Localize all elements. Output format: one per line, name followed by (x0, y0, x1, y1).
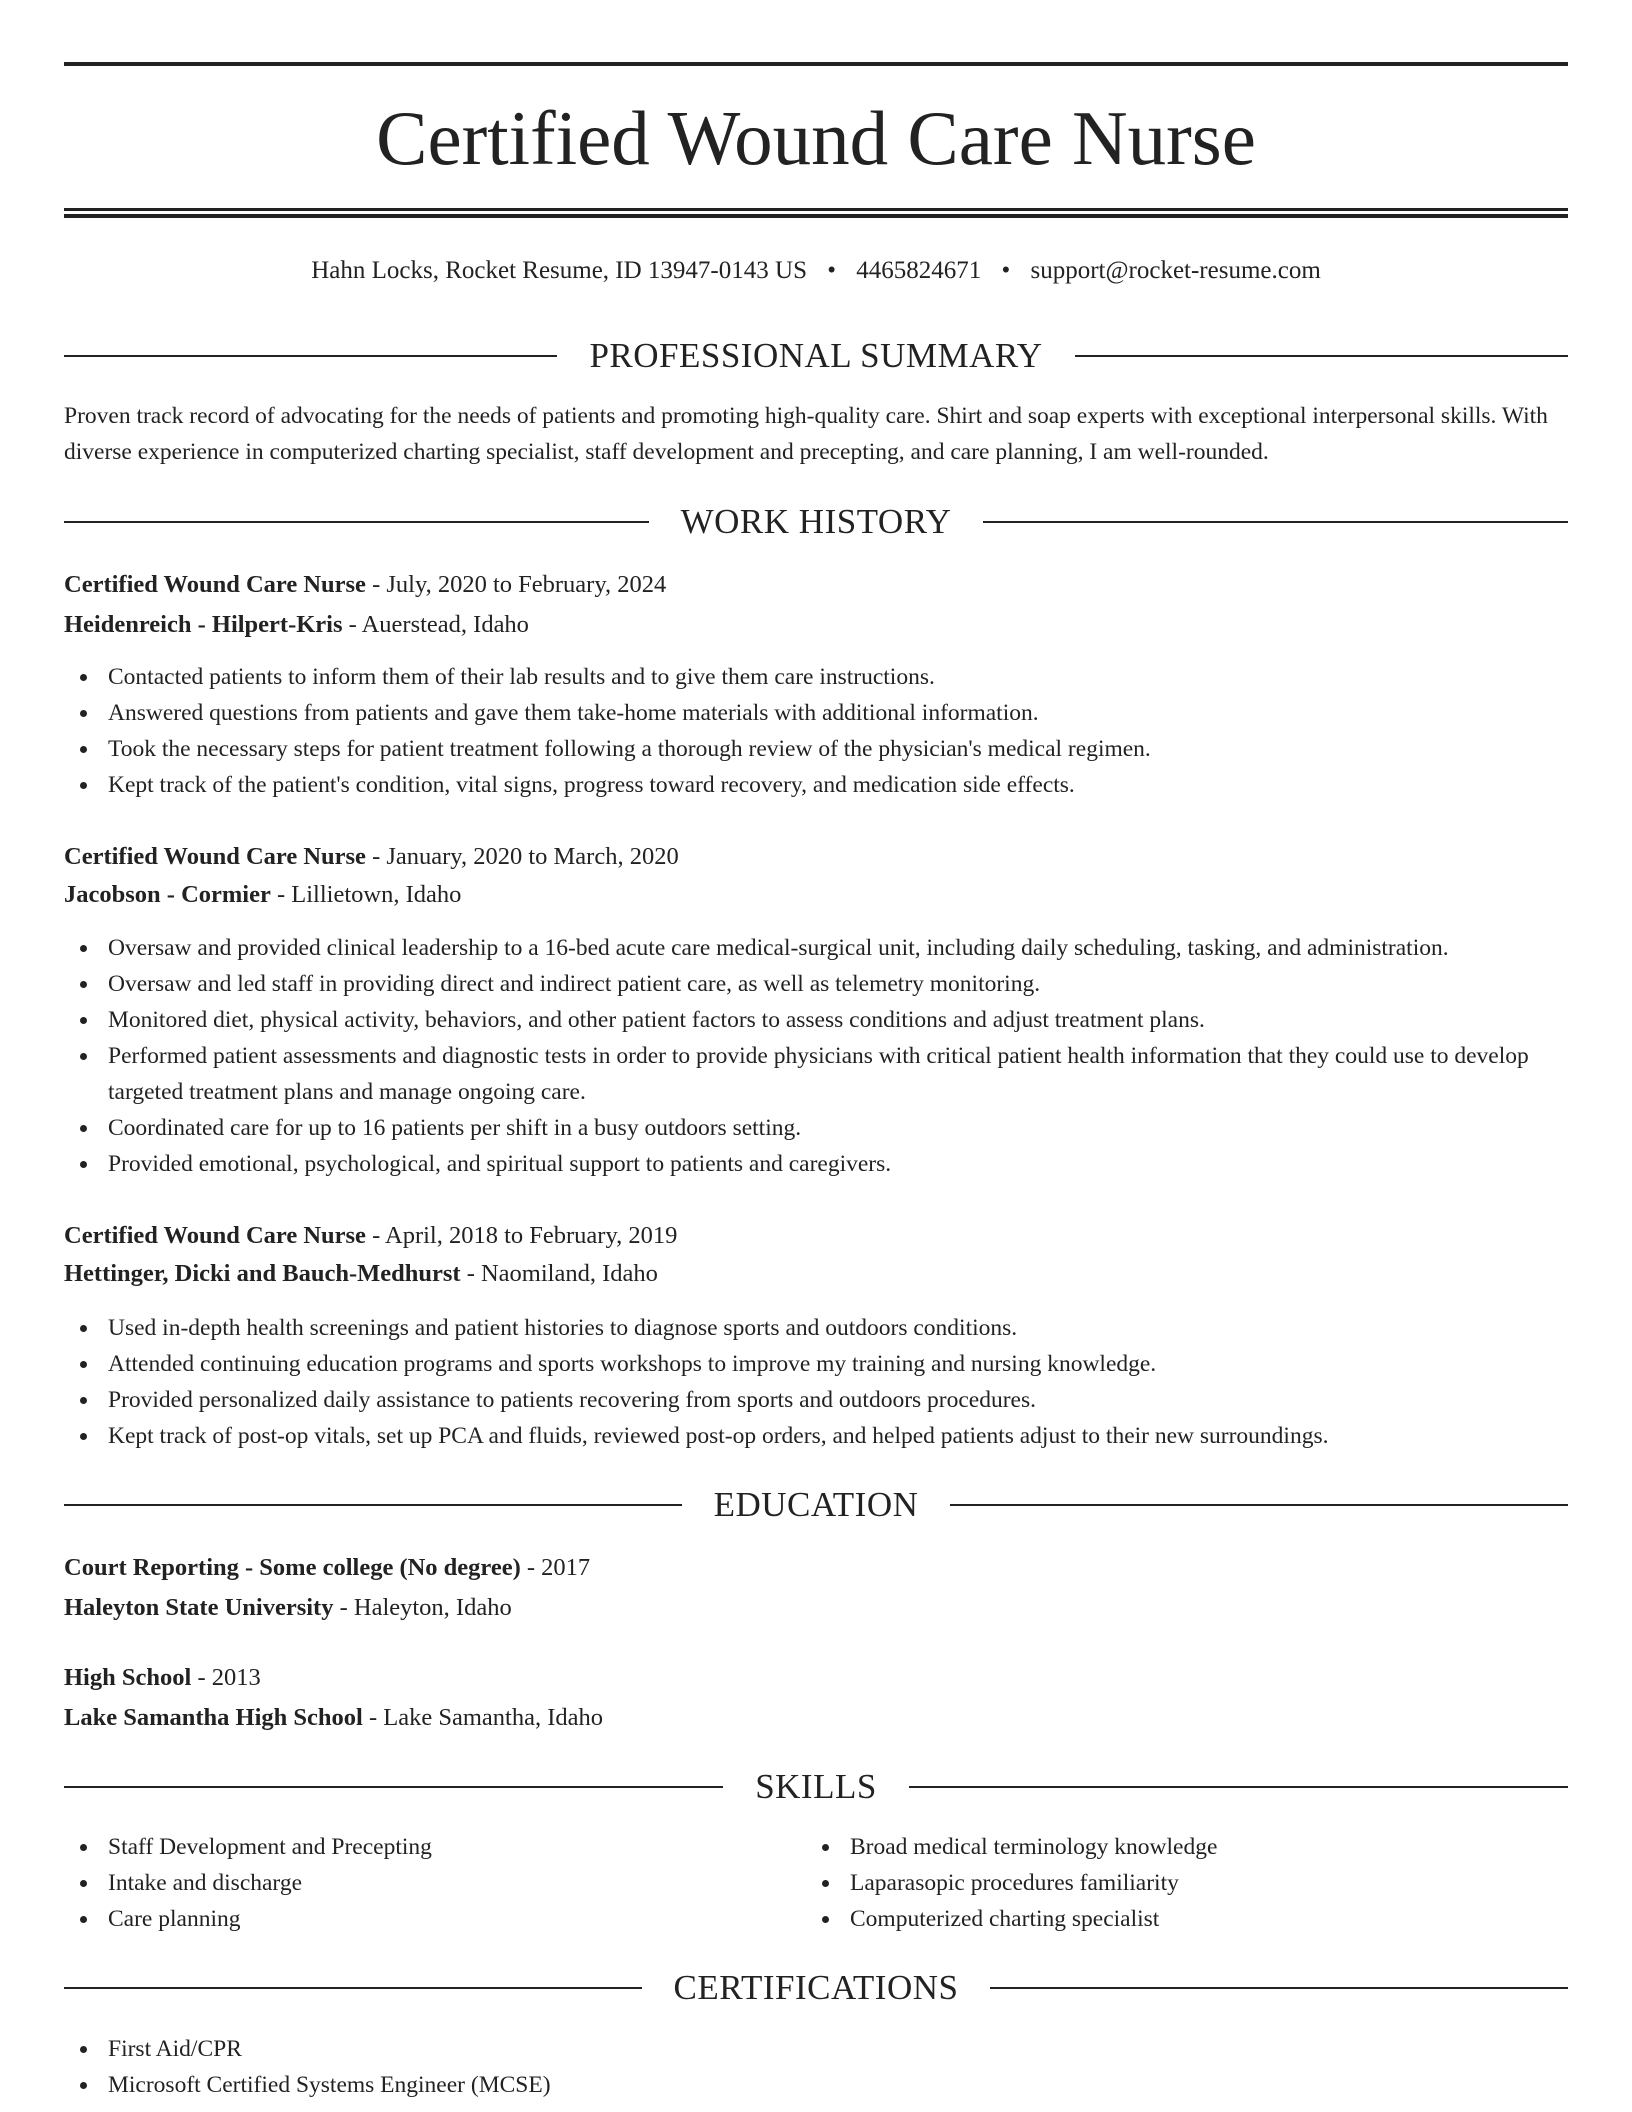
summary-text: Proven track record of advocating for the needs of patients and promoting high-quality care. Shirt and soap experts with exceptional interpersonal skills. With diverse experience in computerized charting specialist, staff development and precepting, and care planning, I am well-rounded. (64, 403, 1548, 465)
certification-item: Microsoft Certified Systems Engineer (MCSE) (64, 2067, 1568, 2103)
skill-item: Intake and discharge (64, 1865, 1568, 1901)
contact-separator: • (1001, 257, 1011, 284)
list-item: Oversaw and provided clinical leadership to a 16-bed acute care medical-surgical unit, including daily scheduling, tasking, and administration. (64, 930, 1568, 966)
education-degree: High School (64, 1664, 192, 1691)
education-school-line (64, 1590, 1568, 1626)
section-heading-work-history (64, 500, 1568, 544)
education-school-line (64, 1700, 1568, 1736)
list-item: Kept track of the patient's condition, vital signs, progress toward recovery, and medication side effects. (64, 767, 1568, 803)
education-location: - Haleyton, Idaho (333, 1594, 512, 1621)
job-employer-line (64, 607, 1568, 643)
skill-item: Broad medical terminology knowledge (806, 1829, 1632, 1865)
heading-rule (64, 521, 649, 523)
education-degree-line (64, 1660, 1568, 1696)
job-title: Certified Wound Care Nurse (64, 843, 366, 870)
section-title: PROFESSIONAL SUMMARY (589, 336, 1043, 375)
skill-item: Laparasopic procedures familiarity (806, 1865, 1632, 1901)
section-title: CERTIFICATIONS (673, 1968, 959, 2007)
list-item: Provided emotional, psychological, and spiritual support to patients and caregivers. (64, 1146, 1568, 1182)
contact-line (64, 253, 1568, 289)
contact-address: Hahn Locks, Rocket Resume, ID 13947-0143 US (311, 257, 807, 284)
list-item: Oversaw and led staff in providing direct and indirect patient care, as well as telemetry monitoring. (64, 966, 1568, 1002)
heading-rule (1075, 355, 1568, 357)
section-title: SKILLS (755, 1767, 877, 1806)
heading-rule (950, 1504, 1568, 1506)
list-item: Provided personalized daily assistance to patients recovering from sports and outdoors procedures. (64, 1382, 1568, 1418)
job-location: - Auerstead, Idaho (342, 611, 529, 638)
list-item: Used in-depth health screenings and patient histories to diagnose sports and outdoors conditions. (64, 1310, 1568, 1346)
job-location: - Naomiland, Idaho (460, 1260, 658, 1287)
heading-rule (64, 355, 557, 357)
section-heading-skills (64, 1765, 1568, 1809)
list-item: Coordinated care for up to 16 patients per shift in a busy outdoors setting. (64, 1110, 1568, 1146)
section-title: EDUCATION (713, 1485, 919, 1524)
education-degree-line (64, 1550, 1568, 1586)
job-bullets (64, 930, 1568, 1182)
job-title-line (64, 839, 1568, 875)
list-item: Answered questions from patients and gave them take-home materials with additional information. (64, 695, 1568, 731)
resume-title: Certified Wound Care Nurse (376, 95, 1256, 181)
heading-rule (64, 1987, 642, 1989)
section-heading-education (64, 1483, 1568, 1527)
contact-phone: 4465824671 (856, 257, 982, 284)
list-item: Performed patient assessments and diagnostic tests in order to provide physicians with critical patient health information that they could use to develop targeted treatment plans and manage ongoing care. (64, 1038, 1568, 1110)
heading-rule (909, 1786, 1568, 1788)
section-heading-certifications (64, 1966, 1568, 2010)
list-item: Attended continuing education programs and sports workshops to improve my training and nursing knowledge. (64, 1346, 1568, 1382)
header-double-rule (64, 208, 1568, 218)
heading-rule (64, 1786, 723, 1788)
education-year: - 2017 (520, 1554, 591, 1581)
job-employer-line (64, 1256, 1568, 1292)
education-school: Haleyton State University (64, 1594, 334, 1621)
job-title-line (64, 1218, 1568, 1254)
job-employer: Hettinger, Dicki and Bauch-Medhurst (64, 1260, 461, 1287)
job-title: Certified Wound Care Nurse (64, 1222, 366, 1249)
contact-separator: • (827, 257, 836, 284)
job-bullets (64, 659, 1568, 803)
section-heading-summary (64, 334, 1568, 378)
header-top-rule (64, 62, 1568, 66)
heading-rule (983, 521, 1568, 523)
job-bullets (64, 1310, 1568, 1454)
job-title-line (64, 567, 1568, 603)
job-dates: - April, 2018 to February, 2019 (365, 1222, 678, 1249)
job-title: Certified Wound Care Nurse (64, 571, 366, 598)
job-dates: - January, 2020 to March, 2020 (365, 843, 679, 870)
job-employer: Heidenreich - Hilpert-Kris (64, 611, 343, 638)
skill-item: Computerized charting specialist (806, 1901, 1632, 1937)
list-item: Monitored diet, physical activity, behaviors, and other patient factors to assess conditions and adjust treatment plans. (64, 1002, 1568, 1038)
job-location: - Lillietown, Idaho (270, 881, 462, 908)
job-dates: - July, 2020 to February, 2024 (365, 571, 667, 598)
list-item: Contacted patients to inform them of their lab results and to give them care instructions. (64, 659, 1568, 695)
heading-rule (64, 1504, 682, 1506)
list-item: Kept track of post-op vitals, set up PCA and fluids, reviewed post-op orders, and helped patients adjust to their new surroundings. (64, 1418, 1568, 1454)
job-employer-line (64, 877, 1568, 913)
skills-list-right (806, 1829, 1632, 1937)
education-school: Lake Samantha High School (64, 1704, 363, 1731)
list-item: Took the necessary steps for patient treatment following a thorough review of the physician's medical regimen. (64, 731, 1568, 767)
certifications-list (64, 2031, 1568, 2103)
skill-item: Staff Development and Precepting (64, 1829, 1568, 1865)
contact-email: support@rocket-resume.com (1030, 257, 1321, 284)
education-year: - 2013 (191, 1664, 261, 1691)
certification-item: First Aid/CPR (64, 2031, 1568, 2067)
education-degree: Court Reporting - Some college (No degree) (64, 1554, 521, 1581)
job-employer: Jacobson - Cormier (64, 881, 271, 908)
heading-rule (990, 1987, 1568, 1989)
education-location: - Lake Samantha, Idaho (362, 1704, 603, 1731)
section-title: WORK HISTORY (680, 502, 952, 541)
skill-item: Care planning (64, 1901, 1568, 1937)
